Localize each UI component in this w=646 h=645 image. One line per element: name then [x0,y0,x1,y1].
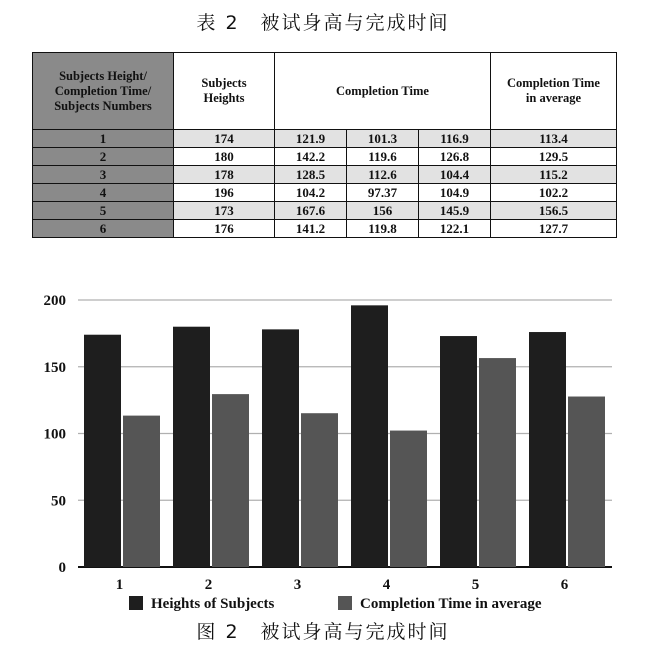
average-time-cell: 129.5 [491,148,617,166]
average-time-cell: 127.7 [491,220,617,238]
y-tick-label: 200 [43,293,66,309]
legend-label: Heights of Subjects [151,596,275,612]
completion-time-2-cell: 112.6 [346,166,418,184]
subject-number-cell: 4 [33,184,174,202]
table-caption: 表 2 被试身高与完成时间 [196,12,450,34]
height-cell: 174 [174,130,275,148]
height-cell: 176 [174,220,275,238]
completion-time-1-cell: 167.6 [275,202,347,220]
height-cell: 173 [174,202,275,220]
subject-number-cell: 2 [33,148,174,166]
completion-time-header: Completion Time [275,53,491,130]
height-bar [440,336,477,567]
completion-time-2-cell: 156 [346,202,418,220]
completion-time-3-cell: 126.8 [418,148,490,166]
average-header-line-2: in average [525,91,582,105]
completion-time-3-cell: 104.4 [418,166,490,184]
x-tick-label: 3 [293,577,302,593]
completion-time-3-cell: 145.9 [418,202,490,220]
x-tick-label: 5 [471,577,480,593]
completion-time-1-cell: 142.2 [275,148,347,166]
average-header-line-1: Completion Time [507,76,600,90]
completion-time-2-cell: 119.8 [346,220,418,238]
corner-header-line-3: Subjects Numbers [54,98,152,113]
height-cell: 180 [174,148,275,166]
completion-time-1-cell: 121.9 [275,130,347,148]
y-tick-label: 50 [51,493,66,510]
completion-time-bar [390,431,427,567]
completion-time-3-cell: 122.1 [418,220,490,238]
y-tick-label: 0 [58,560,66,576]
height-cell: 178 [174,166,275,184]
height-bar [173,327,210,567]
height-bar [351,305,388,567]
x-tick-label: 4 [382,577,391,593]
subject-number-cell: 3 [33,166,174,184]
subject-number-cell: 5 [33,202,174,220]
average-time-cell: 115.2 [491,166,617,184]
completion-time-2-cell: 97.37 [346,184,418,202]
subject-number-cell: 6 [33,220,174,238]
legend-swatch [129,596,143,610]
completion-time-3-cell: 116.9 [418,130,490,148]
legend-swatch [338,596,352,610]
completion-time-bar [123,416,160,567]
completion-time-bar [301,413,338,567]
height-bar [529,332,566,567]
average-time-cell: 102.2 [491,184,617,202]
subject-number-cell: 1 [33,130,174,148]
x-tick-label: 6 [560,577,569,593]
completion-time-bar [479,358,516,567]
completion-time-2-cell: 101.3 [346,130,418,148]
completion-time-1-cell: 141.2 [275,220,347,238]
average-time-cell: 156.5 [491,202,617,220]
completion-time-bar [212,394,249,567]
y-tick-label: 150 [43,359,66,376]
height-bar [84,335,121,567]
heights-header-line-1: Subjects [201,76,247,90]
average-time-cell: 113.4 [491,130,617,148]
completion-time-bar [568,397,605,567]
figure-caption: 图 2 被试身高与完成时间 [196,621,450,643]
x-tick-label: 1 [115,577,124,593]
heights-header-line-2: Heights [203,91,245,105]
corner-header-line-2: Completion Time/ [54,83,152,98]
corner-header-line-1: Subjects Height/ [59,68,147,83]
x-tick-label: 2 [204,577,213,593]
height-bar [262,329,299,567]
completion-time-1-cell: 128.5 [275,166,347,184]
completion-time-2-cell: 119.6 [346,148,418,166]
height-cell: 196 [174,184,275,202]
completion-time-1-cell: 104.2 [275,184,347,202]
legend-label: Completion Time in average [360,596,542,612]
y-tick-label: 100 [43,426,66,443]
completion-time-3-cell: 104.9 [418,184,490,202]
